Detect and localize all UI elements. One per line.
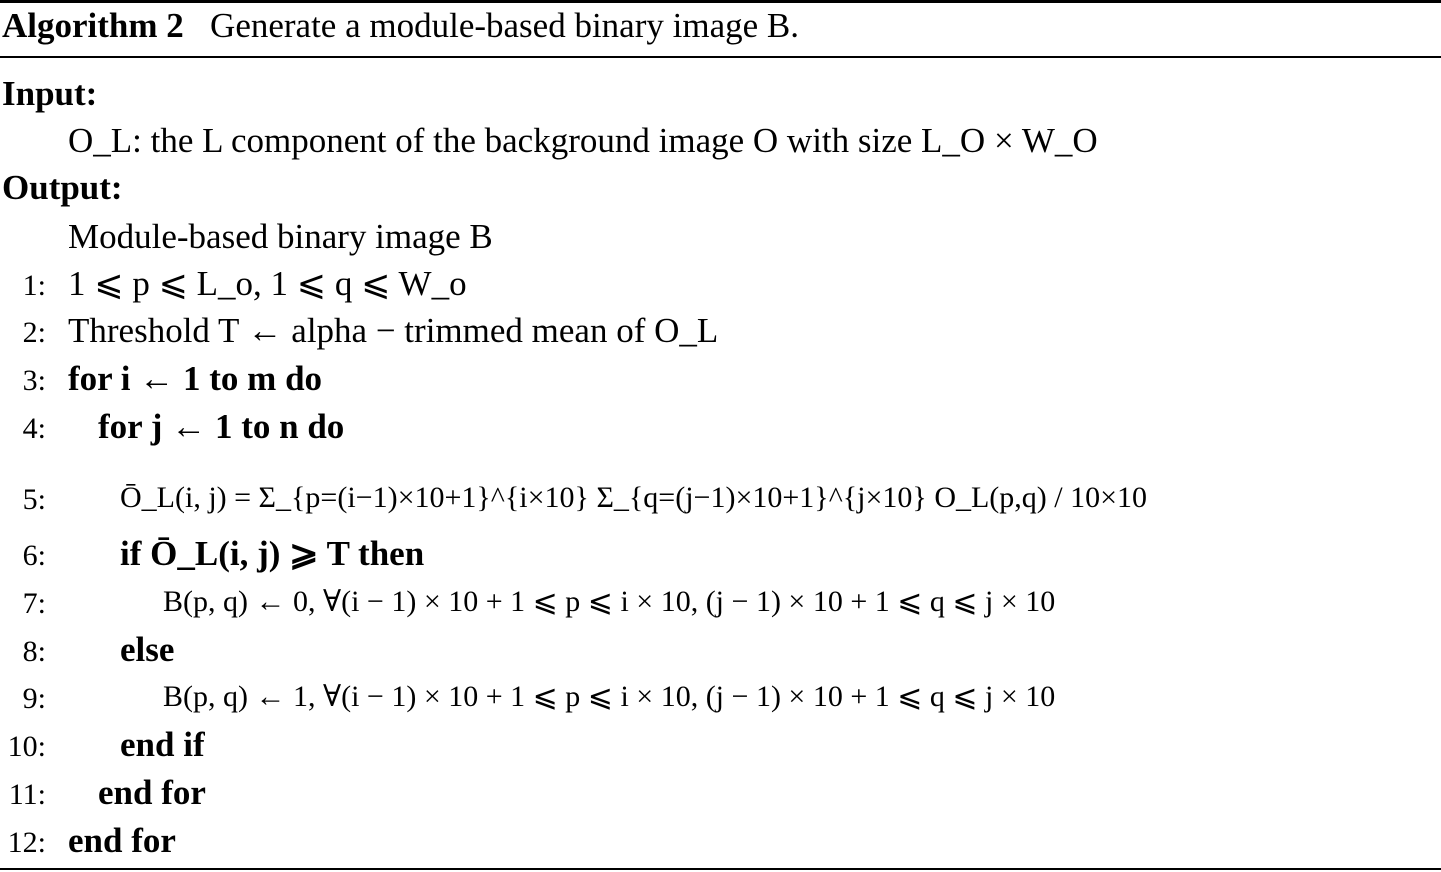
- step-8-else: else: [120, 630, 175, 669]
- bottom-rule: [0, 868, 1441, 870]
- output-heading: Output:: [2, 168, 123, 207]
- algorithm-caption: [2, 6, 799, 46]
- line-number: 12:: [7, 826, 46, 859]
- line-number: 11:: [8, 778, 46, 811]
- step-9-assign-one: B(p, q) ← 1, ∀(i − 1) × 10 + 1 ⩽ p ⩽ i × 10, (j − 1) × 10 + 1 ⩽ q ⩽ j × 10: [163, 680, 1056, 713]
- input-heading: Input:: [2, 74, 98, 113]
- step-1: 1 ⩽ p ⩽ L_o, 1 ⩽ q ⩽ W_o: [68, 264, 467, 303]
- algorithm-label: Algorithm 2: [2, 6, 184, 45]
- line-number: 3:: [22, 364, 46, 397]
- line-number: 10:: [7, 730, 46, 763]
- line-number: 4:: [22, 412, 46, 445]
- step-2: Threshold T ← alpha − trimmed mean of O_L: [68, 311, 719, 350]
- step-6-if: if Ō_L(i, j) ⩾ T then: [120, 534, 425, 573]
- line-number: 1:: [22, 269, 46, 302]
- step-3-for-loop: for i ← 1 to m do: [68, 359, 323, 398]
- step-11-end-for: end for: [98, 773, 206, 812]
- step-7-assign-zero: B(p, q) ← 0, ∀(i − 1) × 10 + 1 ⩽ p ⩽ i × 10, (j − 1) × 10 + 1 ⩽ q ⩽ j × 10: [163, 585, 1056, 618]
- step-12-end-for: end for: [68, 821, 176, 860]
- step-5-mean-formula: Ō_L(i, j) = Σ_{p=(i−1)×10+1}^{i×10} Σ_{q=(j−1)×10+1}^{j×10} O_L(p,q) / 10×10: [120, 481, 1148, 514]
- line-number: 9:: [22, 682, 46, 715]
- line-number: 5:: [22, 483, 46, 516]
- output-description: Module-based binary image B: [68, 217, 493, 256]
- line-number: 6:: [22, 539, 46, 572]
- algorithm-title: Generate a module-based binary image B.: [210, 6, 799, 45]
- top-rule: [0, 0, 1441, 3]
- input-description: O_L: the L component of the background image O with size L_O × W_O: [68, 121, 1098, 160]
- step-10-end-if: end if: [120, 725, 205, 764]
- line-number: 8:: [22, 635, 46, 668]
- step-4-for-loop: for j ← 1 to n do: [98, 407, 345, 446]
- caption-rule: [0, 56, 1441, 58]
- line-number: 2:: [22, 316, 46, 349]
- line-number: 7:: [22, 587, 46, 620]
